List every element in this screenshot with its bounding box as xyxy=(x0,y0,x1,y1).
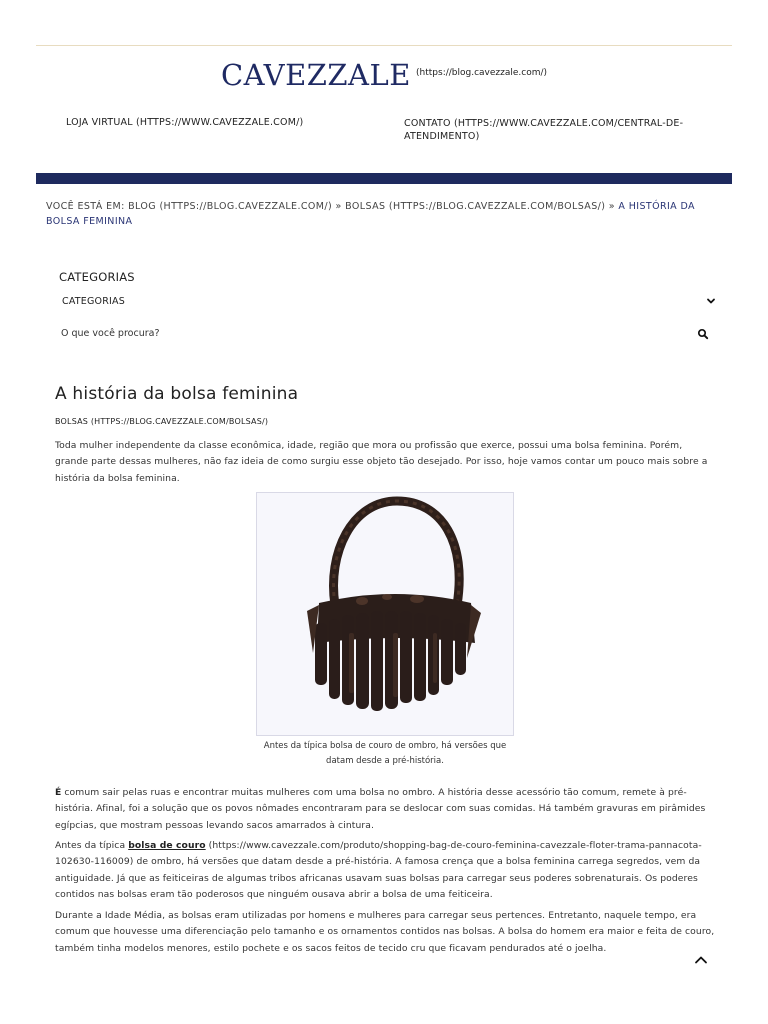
breadcrumb-separator: » xyxy=(608,201,615,212)
search-input[interactable] xyxy=(59,322,683,344)
navigation-bar xyxy=(36,173,732,184)
article-category-link[interactable]: BOLSAS (HTTPS://BLOG.CAVEZZALE.COM/BOLSAS/) xyxy=(55,417,269,426)
article-title: A história da bolsa feminina xyxy=(55,384,299,404)
article-paragraph xyxy=(55,838,715,903)
breadcrumb-separator: » xyxy=(335,201,342,212)
article-paragraph: Durante a Idade Média, as bolsas eram utilizadas por homens e mulheres para carregar seus pertences. Entretanto, naquele tempo, era comum que houvesse uma diferenciação pelo tamanho e os ornamentos contidos nas bolsas. A bolsa do homem era maior e feita de couro, também tinha modelos menores, estilo pochete e os sacos feitos de tecido cru que ficavam pendurados até o joelha. xyxy=(55,910,715,954)
site-logo[interactable]: CAVEZZALE xyxy=(220,58,411,92)
breadcrumb-current: A HISTÓRIA DA BOLSA FEMININA xyxy=(46,201,695,227)
paragraph-lead: É xyxy=(55,787,62,798)
categories-select-value: CATEGORIAS xyxy=(62,296,125,307)
article-paragraph xyxy=(55,785,715,834)
breadcrumb-link-blog[interactable]: BLOG (HTTPS://BLOG.CAVEZZALE.COM/) xyxy=(128,201,333,212)
search-form xyxy=(59,322,719,346)
bag-illustration xyxy=(257,493,513,735)
categories-select[interactable] xyxy=(59,289,719,313)
image-caption: Antes da típica bolsa de couro de ombro, há versões que datam desde a pré-história. xyxy=(263,741,507,766)
leather-bag-link[interactable]: bolsa de couro xyxy=(128,840,206,851)
chevron-up-icon[interactable] xyxy=(693,952,709,968)
breadcrumb xyxy=(46,199,726,229)
paragraph-text: Antes da típica xyxy=(55,840,129,851)
article-intro: Toda mulher independente da classe econômica, idade, região que mora ou profissão que exerce, possui uma bolsa feminina. Porém, grande parte dessas mulheres, não faz ideia de como surgiu esse objeto tão desejado. Por isso, hoje vamos contar um pouco mais sobre a história da bolsa feminina. xyxy=(55,440,708,484)
chevron-down-icon xyxy=(705,295,717,307)
search-icon[interactable] xyxy=(697,328,709,340)
top-divider xyxy=(36,45,732,46)
site-header xyxy=(0,58,768,92)
breadcrumb-link-bolsas[interactable]: BOLSAS (HTTPS://BLOG.CAVEZZALE.COM/BOLSAS/) xyxy=(345,201,606,212)
paragraph-text: (https://www.cavezzale.com/produto/shopping-bag-de-couro-feminina-cavezzale-floter-trama-pannacota-102630-116009) de ombro, há versões que datam desde a pré-história. A famosa crença que a bolsa feminina carrega segredos, vem da antiguidade. Já que as feiticeiras de algumas tribos africanas usavam suas bolsas para carregar seus poderes sobrenaturais. Os poderes contidos nas bolsas eram tão poderosos que ninguém ousava abrir a bolsa de uma feiticeira. xyxy=(55,840,702,900)
categories-heading: CATEGORIAS xyxy=(59,270,135,284)
nav-link-contact[interactable]: CONTATO (HTTPS://WWW.CAVEZZALE.COM/CENTRAL-DE-ATENDIMENTO) xyxy=(404,118,684,142)
nav-link-store[interactable]: LOJA VIRTUAL (HTTPS://WWW.CAVEZZALE.COM/) xyxy=(66,117,304,128)
paragraph-text: comum sair pelas ruas e encontrar muitas mulheres com uma bolsa no ombro. A história desse acessório tão comum, remete à pré-história. Afinal, foi a solução que os povos nômades encontraram para se deslocar com suas comidas. Há também gravuras em pirâmides egípcias, que mostram pessoas levando sacos amarrados à cintura. xyxy=(55,787,706,831)
breadcrumb-prefix: VOCÊ ESTÁ EM: xyxy=(46,201,125,212)
logo-url[interactable]: (https://blog.cavezzale.com/) xyxy=(416,68,548,78)
article-image xyxy=(256,492,514,736)
